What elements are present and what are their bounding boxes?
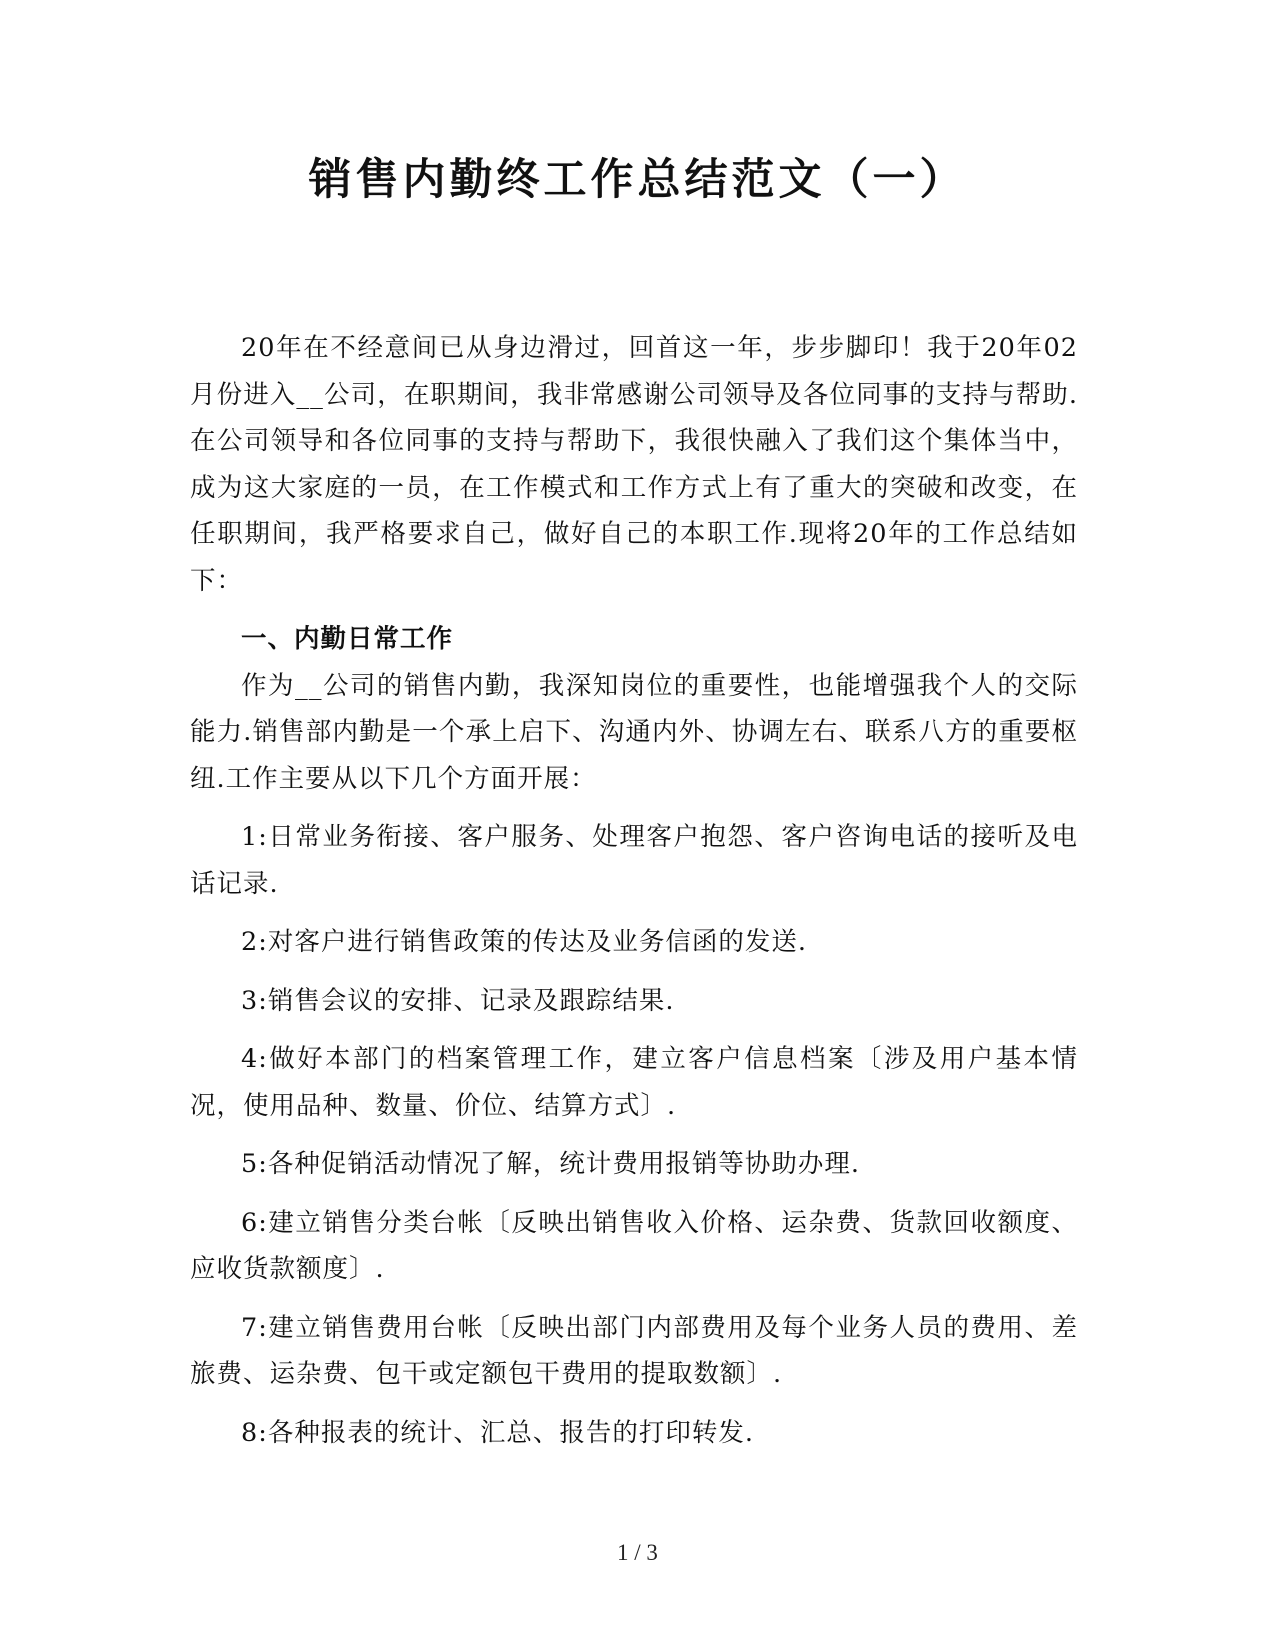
list-item: 4:做好本部门的档案管理工作，建立客户信息档案〔涉及用户基本情况，使用品种、数量、价位、结算方式〕.: [190, 1044, 1078, 1121]
list-item: 1:日常业务衔接、客户服务、处理客户抱怨、客户咨询电话的接听及电话记录.: [190, 822, 1078, 899]
section-paragraph: 作为__公司的销售内勤，我深知岗位的重要性，也能增强我个人的交际能力.销售部内勤是一个承上启下、沟通内外、协调左右、联系八方的重要枢纽.工作主要从以下几个方面开展：: [190, 670, 1078, 794]
section-heading: 一、内勤日常工作: [241, 624, 454, 654]
list-item: 6:建立销售分类台帐〔反映出销售收入价格、运杂费、货款回收额度、应收货款额度〕.: [190, 1207, 1078, 1284]
intro-paragraph: 20年在不经意间已从身边滑过，回首这一年，步步脚印！我于20年02月份进入__公司，在职期间，我非常感谢公司领导及各位同事的支持与帮助.在公司领导和各位同事的支持与帮助下，我很快融入了我们这个集体当中，成为这大家庭的一员，在工作模式和工作方式上有了重大的突破和改变，在任职期间，我严格要求自己，做好自己的本职工作.现将20年的工作总结如下：: [190, 333, 1078, 596]
page-title: 销售内勤终工作总结范文（一）: [308, 155, 967, 205]
list-item: 2:对客户进行销售政策的传达及业务信函的发送.: [241, 927, 807, 957]
list-item: 8:各种报表的统计、汇总、报告的打印转发.: [241, 1417, 754, 1448]
list-item: 5:各种促销活动情况了解，统计费用报销等协助办理.: [241, 1149, 860, 1179]
list-item: 3:销售会议的安排、记录及跟踪结果.: [241, 985, 675, 1016]
document-body: [190, 325, 1078, 1456]
page-number: 1 / 3: [617, 1540, 658, 1565]
list-item: 7:建立销售费用台帐〔反映出部门内部费用及每个业务人员的费用、差旅费、运杂费、包干或定额包干费用的提取数额〕.: [190, 1312, 1078, 1389]
